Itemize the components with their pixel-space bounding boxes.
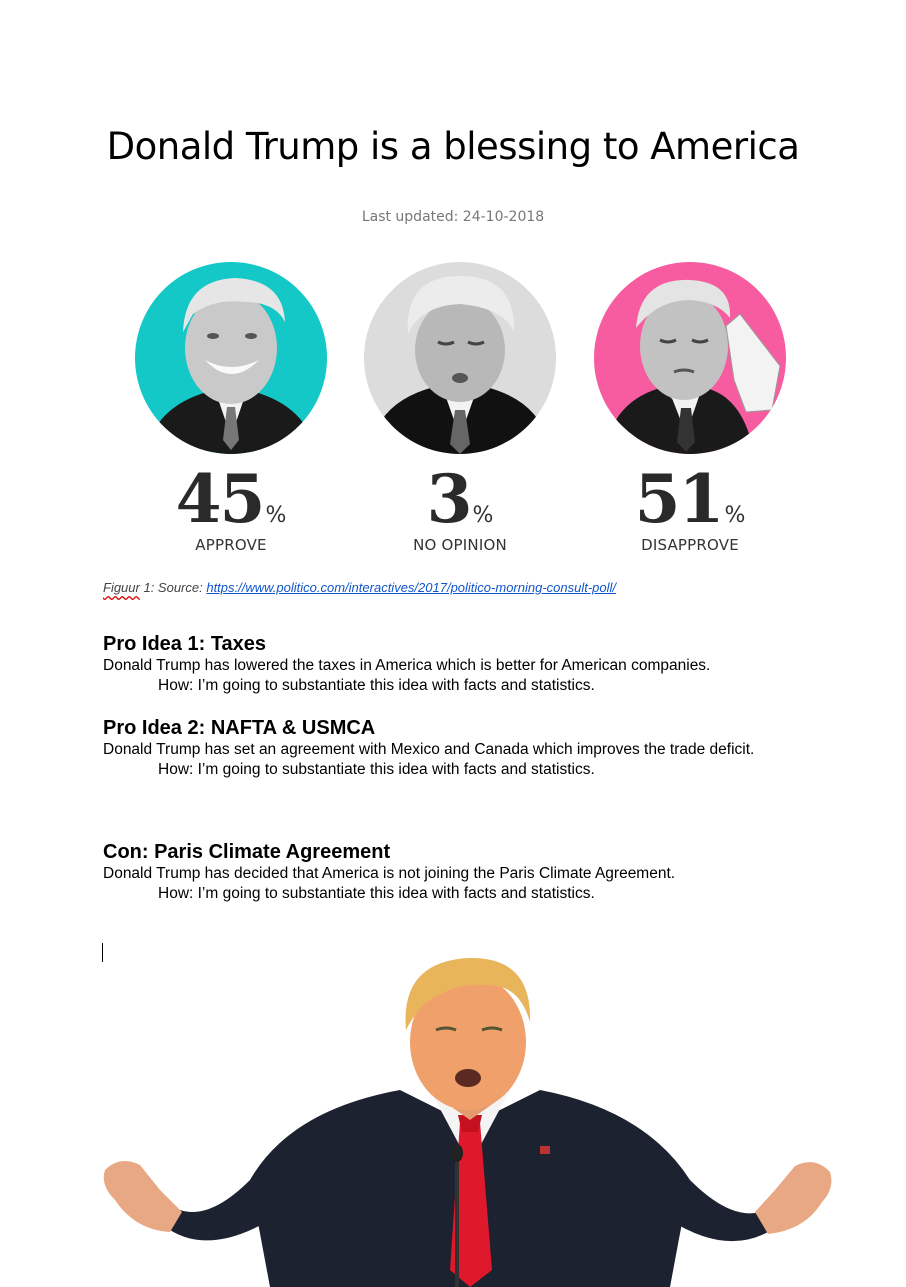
approve-value: 45	[175, 460, 264, 538]
pondering-man-illustration	[594, 262, 786, 454]
section-heading: Pro Idea 2: NAFTA & USMCA	[103, 717, 376, 739]
last-updated-text: Last updated: 24-10-2018	[361, 209, 545, 225]
section-pro-idea-1	[103, 632, 793, 696]
figure-caption	[103, 580, 616, 595]
document-title: Donald Trump is a blessing to America	[106, 124, 800, 168]
section-how: How: I’m going to substantiate this idea with facts and statistics.	[158, 761, 595, 778]
approve-percentage	[135, 460, 327, 538]
disapprove-portrait	[594, 262, 786, 454]
approve-percent-sign: %	[265, 503, 287, 528]
section-how: How: I’m going to substantiate this idea with facts and statistics.	[158, 885, 595, 902]
no-opinion-value: 3	[426, 460, 471, 538]
no-opinion-portrait	[364, 262, 556, 454]
speaker-photo	[100, 950, 835, 1287]
section-heading: Pro Idea 1: Taxes	[103, 633, 267, 655]
poll-no-opinion	[364, 262, 556, 554]
downcast-man-illustration	[364, 262, 556, 454]
section-body: Donald Trump has set an agreement with Mexico and Canada which improves the trade deficit.	[103, 741, 755, 758]
section-body: Donald Trump has lowered the taxes in America which is better for American companies.	[103, 657, 711, 674]
section-how: How: I’m going to substantiate this idea with facts and statistics.	[158, 677, 595, 694]
section-pro-idea-2	[103, 716, 793, 780]
disapprove-percent-sign: %	[724, 503, 746, 528]
section-heading: Con: Paris Climate Agreement	[103, 841, 391, 863]
poll-approve	[135, 262, 327, 554]
poll-disapprove	[594, 262, 786, 554]
approve-portrait	[135, 262, 327, 454]
caption-source-prefix: 1: Source:	[139, 580, 207, 595]
approve-label: APPROVE	[195, 536, 267, 554]
no-opinion-label: NO OPINION	[413, 536, 507, 554]
smiling-man-illustration	[135, 262, 327, 454]
section-con	[103, 840, 793, 904]
disapprove-label: DISAPPROVE	[641, 536, 739, 554]
no-opinion-percentage	[364, 460, 556, 538]
no-opinion-percent-sign: %	[472, 503, 494, 528]
caption-figure-word: Figuur	[103, 580, 140, 595]
disapprove-percentage	[594, 460, 786, 538]
section-body: Donald Trump has decided that America is not joining the Paris Climate Agreement.	[103, 865, 676, 882]
disapprove-value: 51	[634, 460, 723, 538]
caption-source-link[interactable]: https://www.politico.com/interactives/2017/politico-morning-consult-poll/	[206, 580, 617, 595]
